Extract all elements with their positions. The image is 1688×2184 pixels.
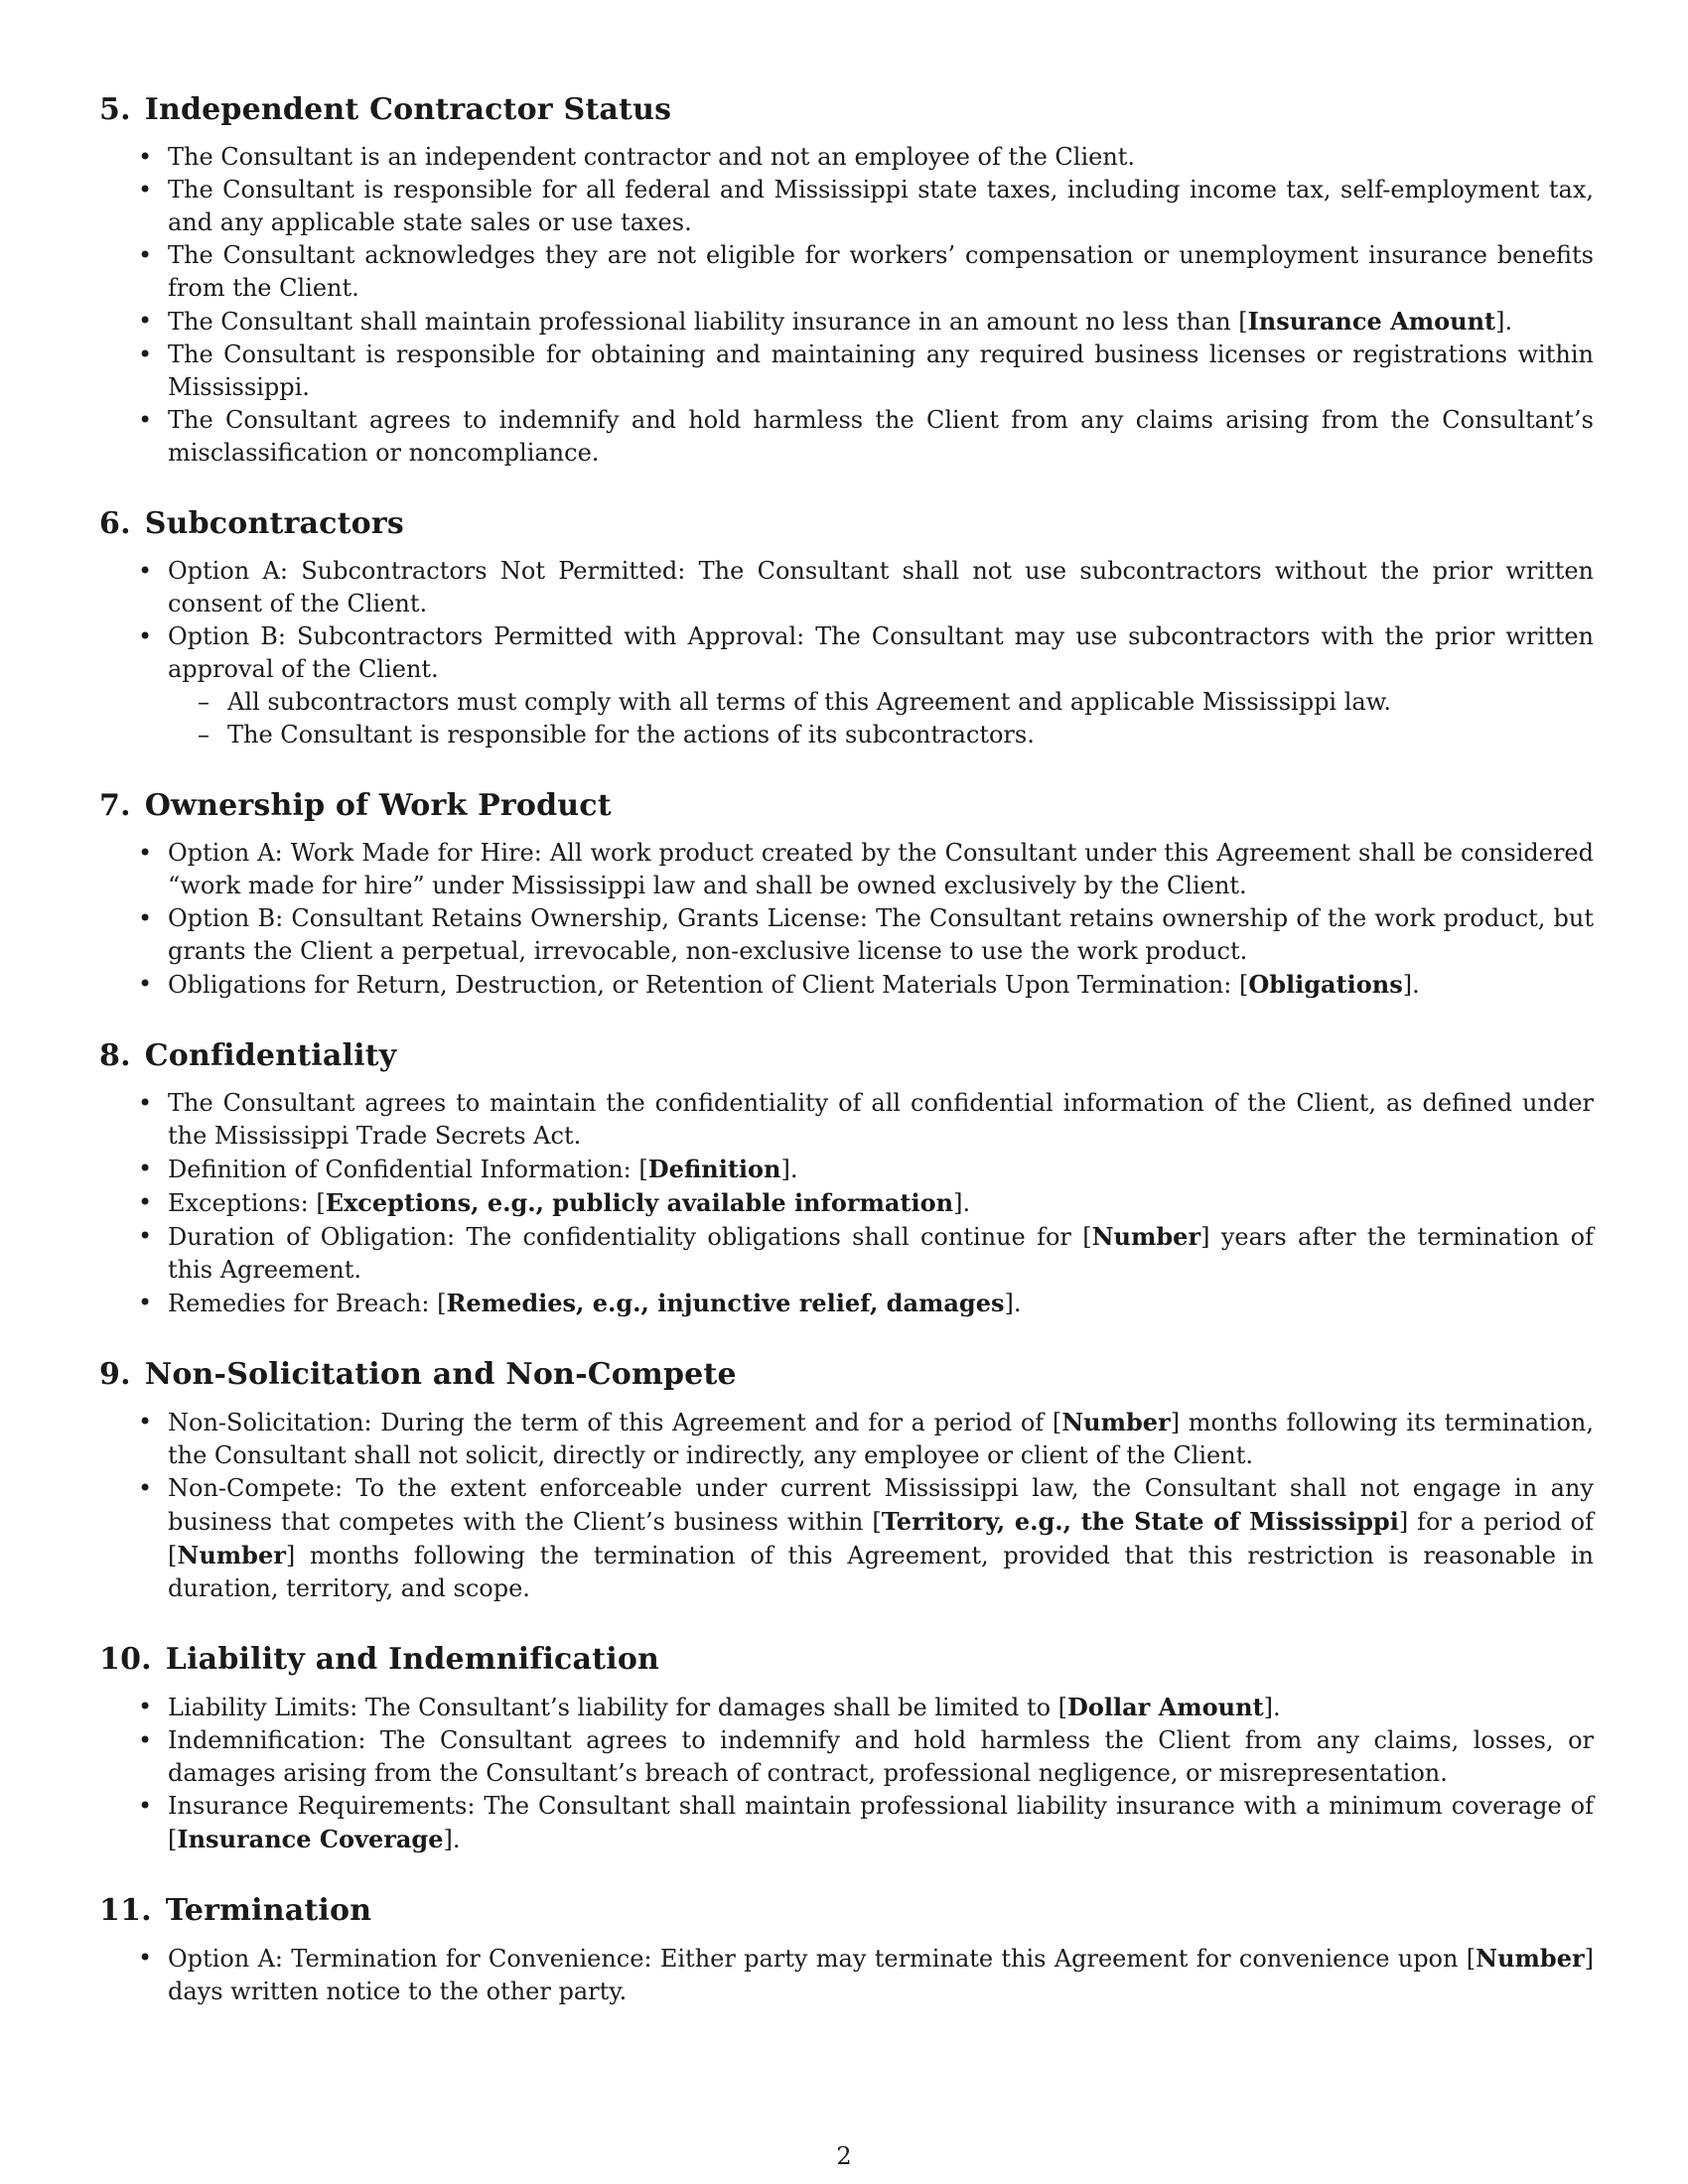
bullet-list [99,141,1594,470]
list-item: • Indemnification: The Consultant agrees to indemnify and hold harmless the Client from any claims, losses, or damages arising from the Consultant’s breach of contract, professional negligence, or misrepresentation. [99,1724,1594,1790]
placeholder-field: Obligations [1248,970,1403,999]
list-item: • Obligations for Return, Destruction, or Retention of Client Materials Upon Termination: [Obligations]. [99,968,1594,1002]
placeholder-field: Definition [647,1155,781,1183]
sub-list-item: – The Consultant is responsible for the actions of its subcontractors. [168,719,1594,751]
page-number: 2 [836,2142,852,2170]
bullet-list [99,555,1594,751]
bullet-list [99,837,1594,1002]
section-heading: 7. Ownership of Work Product [99,788,612,823]
section-heading: 9. Non-Solicitation and Non-Compete [99,1357,737,1392]
section-ownership-of-work-product [99,787,1594,1002]
list-item: • Option B: Consultant Retains Ownership, Grants License: The Consultant retains ownership of the work product, but grants the Client a perpetual, irrevocable, non-exclusive license to use the work product. [99,902,1594,968]
bullet-list [99,1406,1594,1605]
list-item: • Option A: Subcontractors Not Permitted: The Consultant shall not use subcontractors without the prior written consent of the Client. [99,555,1594,620]
section-non-solicitation-non-compete [99,1356,1594,1605]
list-item: • Definition of Confidential Information: [Definition]. [99,1153,1594,1186]
list-item: • Liability Limits: The Consultant’s liability for damages shall be limited to [Dollar Amount]. [99,1691,1594,1724]
placeholder-field: Territory, e.g., the State of Mississippi [881,1507,1399,1536]
bullet-list [99,1691,1594,1856]
placeholder-field: Insurance Amount [1247,307,1496,336]
list-item: • The Consultant agrees to maintain the confidentiality of all confidential information of the Client, as defined under the Mississippi Trade Secrets Act. [99,1087,1594,1153]
section-heading: 10. Liability and Indemnification [99,1642,660,1677]
list-item: • Non-Solicitation: During the term of this Agreement and for a period of [Number] months following its termination, the Consultant shall not solicit, directly or indirectly, any employee or client of the Client. [99,1406,1594,1472]
section-termination [99,1892,1594,2008]
placeholder-field: Number [1061,1408,1171,1436]
list-item: • The Consultant agrees to indemnify and hold harmless the Client from any claims arising from the Consultant’s misclassification or noncompliance. [99,404,1594,470]
section-subcontractors [99,505,1594,751]
list-item: • The Consultant is an independent contractor and not an employee of the Client. [99,141,1594,174]
bullet-list [99,1942,1594,2008]
section-heading: 8. Confidentiality [99,1038,397,1073]
list-item: • Non-Compete: To the extent enforceable under current Mississippi law, the Consultant shall not engage in any business that competes with the Client’s business within [Territory, e.g., the State of Mississippi] for a period of [Number] months following the termination of this Agreement, provided that this restriction is reasonable in duration, territory, and scope. [99,1472,1594,1605]
placeholder-field: Number [1476,1944,1585,1973]
list-item: • Remedies for Breach: [Remedies, e.g., injunctive relief, damages]. [99,1287,1594,1320]
list-item: • Duration of Obligation: The confidentiality obligations shall continue for [Number] years after the termination of this Agreement. [99,1220,1594,1287]
placeholder-field: Dollar Amount [1067,1693,1264,1721]
section-heading: 5. Independent Contractor Status [99,92,672,127]
list-item: • Option A: Termination for Convenience: Either party may terminate this Agreement for convenience upon [Number] days written notice to the other party. [99,1942,1594,2008]
placeholder-field: Exceptions, e.g., publicly available information [325,1188,954,1217]
section-heading: 11. Termination [99,1893,372,1928]
placeholder-field: Number [1091,1222,1201,1251]
section-confidentiality [99,1037,1594,1320]
bullet-list [99,1087,1594,1320]
placeholder-field: Number [177,1541,286,1570]
list-item: • The Consultant is responsible for all federal and Mississippi state taxes, including income tax, self-employment tax, and any applicable state sales or use taxes. [99,174,1594,239]
list-item: • The Consultant is responsible for obtaining and maintaining any required business licenses or registrations within Mississippi. [99,339,1594,404]
placeholder-field: Insurance Coverage [177,1825,444,1853]
list-item: • Exceptions: [Exceptions, e.g., publicly available information]. [99,1186,1594,1220]
list-item: • The Consultant acknowledges they are not eligible for workers’ compensation or unemployment insurance benefits from the Client. [99,239,1594,305]
section-heading: 6. Subcontractors [99,506,404,541]
sub-list-item: – All subcontractors must comply with all terms of this Agreement and applicable Mississippi law. [168,686,1594,719]
section-independent-contractor-status [99,91,1594,470]
list-item: • Option B: Subcontractors Permitted with Approval: The Consultant may use subcontractors with the prior written approval of the Client. – All subcontractors must comply with all terms of this Agreement and applicable Mississippi law. – The Consultant is responsible for the actions of its subcontractors. [99,620,1594,751]
list-item: • Option A: Work Made for Hire: All work product created by the Consultant under this Agreement shall be considered “work made for hire” under Mississippi law and shall be owned exclusively by the Client. [99,837,1594,902]
placeholder-field: Remedies, e.g., injunctive relief, damages [446,1289,1005,1317]
list-item: • The Consultant shall maintain professional liability insurance in an amount no less than [Insurance Amount]. [99,305,1594,339]
sub-list [168,686,1594,751]
list-item: • Insurance Requirements: The Consultant shall maintain professional liability insurance with a minimum coverage of [Insurance Coverage]. [99,1790,1594,1856]
section-liability-and-indemnification [99,1641,1594,1856]
document-page [99,91,1594,2044]
